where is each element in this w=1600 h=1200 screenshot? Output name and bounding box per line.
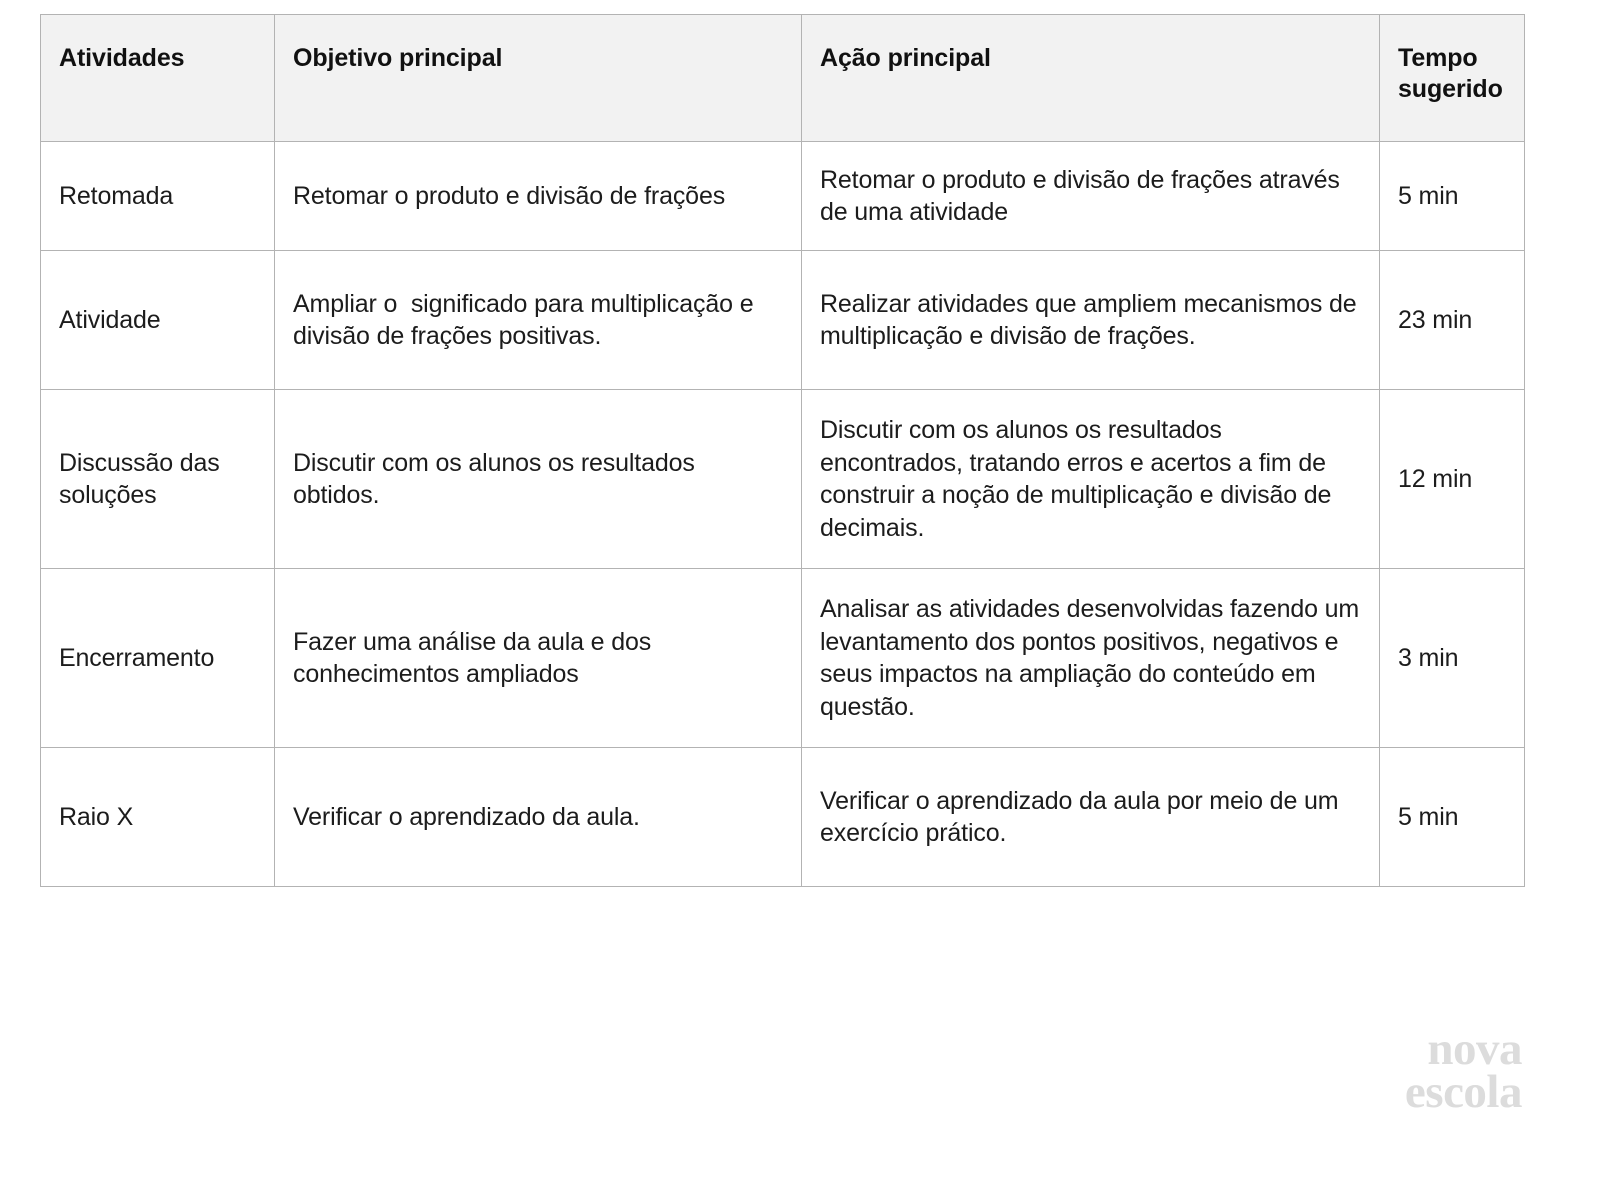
cell-acao: Verificar o aprendizado da aula por meio de um exercício prático.: [802, 748, 1380, 887]
cell-objetivo: Fazer uma análise da aula e dos conhecimentos ampliados: [275, 569, 802, 748]
nova-escola-logo: [1404, 1022, 1522, 1119]
cell-acao: Discutir com os alunos os resultados encontrados, tratando erros e acertos a fim de construir a noção de multiplicação e divisão de decimais.: [802, 390, 1380, 569]
cell-atividade: Raio X: [41, 748, 275, 887]
cell-atividade: Atividade: [41, 251, 275, 390]
column-header-atividades: Atividades: [41, 15, 275, 142]
column-header-tempo-line2: sugerido: [1398, 74, 1503, 103]
cell-tempo: 5 min: [1380, 748, 1525, 887]
activity-table: [40, 14, 1525, 887]
table-header: [41, 15, 1525, 142]
table-row: [41, 142, 1525, 251]
column-header-tempo-sugerido: [1380, 15, 1525, 142]
table-row: [41, 748, 1525, 887]
cell-acao: Analisar as atividades desenvolvidas fazendo um levantamento dos pontos positivos, negativos e seus impactos na ampliação do conteúdo em questão.: [802, 569, 1380, 748]
cell-tempo: 5 min: [1380, 142, 1525, 251]
table-row: [41, 569, 1525, 748]
column-header-acao-principal: Ação principal: [802, 15, 1380, 142]
cell-objetivo: Ampliar o significado para multiplicação e divisão de frações positivas.: [275, 251, 802, 390]
table-body: [41, 142, 1525, 887]
cell-objetivo: Retomar o produto e divisão de frações: [275, 142, 802, 251]
cell-tempo: 12 min: [1380, 390, 1525, 569]
table-header-row: [41, 15, 1525, 142]
cell-atividade: Discussão das soluções: [41, 390, 275, 569]
brand-line-nova: nova: [1427, 1022, 1522, 1075]
brand-line-escola: escola: [1404, 1066, 1522, 1119]
activity-table-container: [40, 14, 1524, 887]
cell-acao: Realizar atividades que ampliem mecanismos de multiplicação e divisão de frações.: [802, 251, 1380, 390]
cell-atividade: Retomada: [41, 142, 275, 251]
table-row: [41, 390, 1525, 569]
cell-objetivo: Verificar o aprendizado da aula.: [275, 748, 802, 887]
cell-objetivo: Discutir com os alunos os resultados obtidos.: [275, 390, 802, 569]
cell-acao: Retomar o produto e divisão de frações através de uma atividade: [802, 142, 1380, 251]
cell-atividade: Encerramento: [41, 569, 275, 748]
table-row: [41, 251, 1525, 390]
cell-tempo: 3 min: [1380, 569, 1525, 748]
column-header-objetivo-principal: Objetivo principal: [275, 15, 802, 142]
cell-tempo: 23 min: [1380, 251, 1525, 390]
column-header-tempo-line1: Tempo: [1398, 44, 1478, 72]
